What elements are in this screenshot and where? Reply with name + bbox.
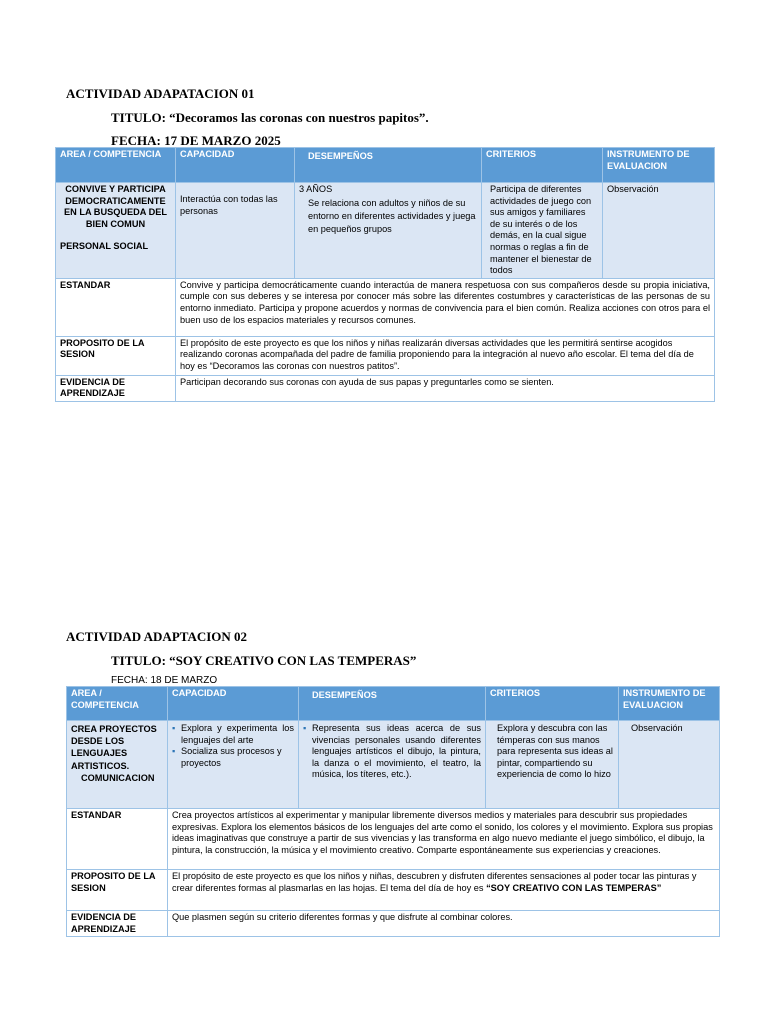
activity-1-date: FECHA: 17 DE MARZO 2025 xyxy=(111,133,281,148)
activity-2-title: TITULO: “SOY CREATIVO CON LAS TEMPERAS” xyxy=(111,653,417,668)
proposito-theme: “SOY CREATIVO CON LAS TEMPERAS” xyxy=(486,882,662,893)
area-name: PERSONAL SOCIAL xyxy=(60,241,149,252)
col-header-criterios: CRITERIOS xyxy=(482,148,603,183)
evidencia-row xyxy=(56,375,715,401)
desempeno-item: ▪ Representa sus ideas acerca de sus vivencias personales usando diferentes lenguajes artísticos el dibujo, la pintura, la danza o el movimiento, el teatro, la música, los títeres, etc.). xyxy=(312,723,481,781)
evidencia-text: Que plasmen según su criterio diferentes formas y que disfrute al combinar colores. xyxy=(168,911,720,937)
capacidad-cell xyxy=(168,721,299,809)
criterios-cell xyxy=(486,721,619,809)
instrumento-text: Observación xyxy=(631,723,683,733)
estandar-label: ESTANDAR xyxy=(56,278,176,336)
instrumento-cell xyxy=(619,721,720,809)
criterios-cell xyxy=(482,183,603,279)
activity-1-table xyxy=(55,147,715,402)
proposito-cell xyxy=(168,870,720,911)
activity-1-heading: ACTIVIDAD ADAPATACION 01 xyxy=(66,86,255,101)
proposito-row xyxy=(67,870,720,911)
capacidad-item: ▪ Socializa sus procesos y proyectos xyxy=(181,746,294,769)
area-competencia: CREA PROYECTOS DESDE LOS LENGUAJES ARTISTICOS. xyxy=(71,724,157,771)
col-header-criterios: CRITERIOS xyxy=(486,687,619,721)
evidencia-text: Participan decorando sus coronas con ayuda de sus papas y preguntarles como se sienten. xyxy=(176,375,715,401)
col-header-instrumento: INSTRUMENTO DE EVALUACION xyxy=(619,687,720,721)
col-header-capacidad: CAPACIDAD xyxy=(168,687,299,721)
proposito-label: PROPOSITO DE LA SESION xyxy=(56,336,176,375)
col-header-area: AREA / COMPETENCIA xyxy=(56,148,176,183)
capacidad-cell xyxy=(176,183,295,279)
activity-2-heading: ACTIVIDAD ADAPTACION 02 xyxy=(66,629,248,644)
area-name: COMUNICACION xyxy=(81,772,155,783)
evidencia-row xyxy=(67,911,720,937)
proposito-text: El propósito de este proyecto es que los niños y niñas realizarán diversas actividades que les permitirá sentirse acogidos realizando coronas acompañada del padre de familia proponiendo para la integración al nuevo año escolar. El tema del día de hoy es “Decoramos las coronas con nuestros patitos”. xyxy=(176,336,715,375)
col-header-desempenos: DESEMPEÑOS xyxy=(299,687,486,721)
competency-row xyxy=(56,183,715,279)
area-cell xyxy=(67,721,168,809)
area-competencia: CONVIVE Y PARTICIPA DEMOCRATICAMENTE EN LA BUSQUEDA DEL BIEN COMUN xyxy=(64,184,167,229)
col-header-desempenos: DESEMPEÑOS xyxy=(295,148,482,183)
desempeno-text: Se relaciona con adultos y niños de su entorno en diferentes actividades y juega en pequeños grupos xyxy=(308,197,476,234)
table-header-row xyxy=(56,148,715,183)
evidencia-label: EVIDENCIA DE APRENDIZAJE xyxy=(56,375,176,401)
desempeno-list xyxy=(303,723,481,781)
desempeno-age: 3 AÑOS xyxy=(299,184,333,194)
col-header-instrumento: INSTRUMENTO DE EVALUACION xyxy=(603,148,715,183)
activity-2-date: FECHA: 18 DE MARZO xyxy=(111,675,218,686)
instrumento-cell xyxy=(603,183,715,279)
capacidad-list xyxy=(172,723,294,769)
capacidad-text: Interactúa con todas las personas xyxy=(180,194,278,216)
activity-2-table xyxy=(66,686,720,937)
estandar-row xyxy=(56,278,715,336)
proposito-label: PROPOSITO DE LA SESION xyxy=(67,870,168,911)
col-header-capacidad: CAPACIDAD xyxy=(176,148,295,183)
instrumento-text: Observación xyxy=(607,184,659,194)
activity-1-title: TITULO: “Decoramos las coronas con nuestros papitos”. xyxy=(111,110,429,125)
estandar-row xyxy=(67,809,720,870)
proposito-row xyxy=(56,336,715,375)
estandar-text: Crea proyectos artísticos al experimentar y manipular libremente diversos medios y materiales para descubrir sus propiedades expresivas. Explora los elementos básicos de los lenguajes del arte como el sonido, los colores y el movimiento. Explora sus propias ideas imaginativas que construye a partir de sus vivencias y las transforma en algo nuevo mediante el juego simbólico, el dibujo, la pintura, la construcción, la música y el movimiento creativo. Comparte espontáneamente sus experiencias y creaciones. xyxy=(168,809,720,870)
table-header-row xyxy=(67,687,720,721)
evidencia-label: EVIDENCIA DE APRENDIZAJE xyxy=(67,911,168,937)
capacidad-item: ▪ Explora y experimenta los lenguajes del arte xyxy=(181,723,294,746)
estandar-label: ESTANDAR xyxy=(67,809,168,870)
desempeno-cell xyxy=(299,721,486,809)
area-cell xyxy=(56,183,176,279)
estandar-text: Convive y participa democráticamente cuando interactúa de manera respetuosa con sus compañeros desde su propia iniciativa, cumple con sus deberes y se interesa por conocer más sobre las diferentes costumbres y características de las personas de su entorno inmediato. Participa y propone acuerdos y normas de convivencia para el bien común. Realiza acciones con otros para el buen uso de los espacios materiales y recursos comunes. xyxy=(176,278,715,336)
proposito-text: El propósito de este proyecto es que los niños y niñas, descubren y disfruten diferentes sensaciones al poder tocar las pinturas y crear diferentes formas al plasmarlas en las hojas. El tema del día de hoy es xyxy=(172,871,697,893)
competency-row xyxy=(67,721,720,809)
criterios-text: Participa de diferentes actividades de juego con sus amigos y familiares de su interés o de los demás, en la cual sigue normas o reglas a fin de mantener el bienestar de todos xyxy=(490,184,592,276)
desempeno-cell xyxy=(295,183,482,279)
col-header-area: AREA / COMPETENCIA xyxy=(67,687,168,721)
criterios-text: Explora y descubra con las témperas con sus manos para representa sus ideas al pintar, compartiendo su experiencia de como lo hizo xyxy=(497,723,613,780)
